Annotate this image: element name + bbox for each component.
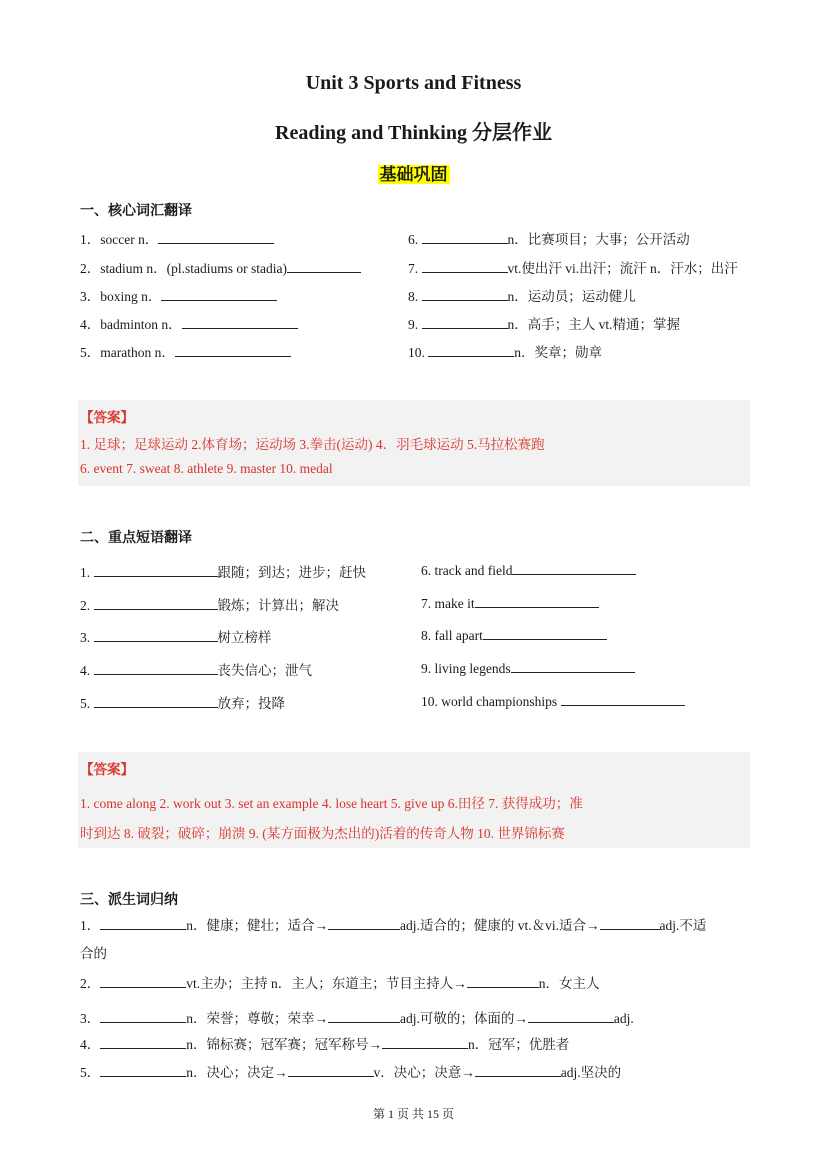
answer-blank[interactable] <box>600 917 660 930</box>
section3-heading: 三、派生词归纳 <box>80 893 178 908</box>
answer-blank[interactable] <box>100 917 186 930</box>
answer-blank[interactable] <box>511 660 635 673</box>
vocab-item-1: 1．soccer n． <box>80 228 274 248</box>
answer-blank[interactable] <box>175 344 291 357</box>
phrase-item-3: 3. 树立榜样 <box>80 630 272 645</box>
answer-label: 【答案】 <box>80 410 134 425</box>
answer-blank[interactable] <box>94 629 218 642</box>
answer-blank[interactable] <box>94 695 218 708</box>
derivation-item-3: 3． n．荣誉；尊敬；荣幸→ adj.可敬的；体面的→ adj. <box>80 1011 634 1026</box>
answer-blank[interactable] <box>100 975 186 988</box>
vocab-item-8: 8. n．运动员；运动健儿 <box>408 289 636 304</box>
answer-blank[interactable] <box>422 231 508 244</box>
phrase-item-1: 1. 跟随；到达；进步；赶快 <box>80 565 366 580</box>
answer-text-line: 1. 足球；足球运动 2.体育场；运动场 3.拳击(运动) 4．羽毛球运动 5.马拉松赛跑 <box>80 437 545 452</box>
derivation-item-5: 5． n．决心；决定→ v．决心；决意→ adj.坚决的 <box>80 1065 622 1080</box>
phrase-item-2: 2. 锻炼；计算出；解决 <box>80 598 339 613</box>
answer-blank[interactable] <box>94 597 218 610</box>
derivation-item-2: 2． vt.主办；主持 n．主人；东道主；节目主持人→ n．女主人 <box>80 976 600 991</box>
answer-text-line: 1. come along 2. work out 3. set an example 4. lose heart 5. give up 6.田径 7. 获得成功；准 <box>80 796 583 811</box>
answer-blank[interactable] <box>561 693 685 706</box>
level-label: 基础巩固 <box>379 165 448 184</box>
answer-blank[interactable] <box>328 917 400 930</box>
answer-blank[interactable] <box>328 1010 400 1023</box>
answer-blank[interactable] <box>100 1064 186 1077</box>
vocab-item-6: 6. n．比赛项目；大事；公开活动 <box>408 232 690 247</box>
answer-blank[interactable] <box>94 662 218 675</box>
answer-blank[interactable] <box>94 564 218 577</box>
phrase-item-4: 4. 丧失信心；泄气 <box>80 663 312 678</box>
page-footer: 第 1 页 共 15 页 <box>372 1107 454 1121</box>
vocab-item-4: 4．badminton n． <box>80 313 298 333</box>
level-heading <box>0 160 827 185</box>
vocab-item-5: 5．marathon n． <box>80 341 291 361</box>
title-line2: Reading and Thinking 分层作业 <box>275 122 552 144</box>
answer-box-2 <box>78 752 750 848</box>
answer-blank[interactable] <box>161 288 277 301</box>
section2-heading: 二、重点短语翻译 <box>80 531 192 546</box>
answer-blank[interactable] <box>528 1010 614 1023</box>
answer-text-line: 6. event 7. sweat 8. athlete 9. master 10. medal <box>80 461 333 476</box>
phrase-item-7: 7. make it <box>421 595 599 612</box>
answer-blank[interactable] <box>475 595 599 608</box>
phrase-item-6: 6. track and field <box>421 562 636 579</box>
answer-blank[interactable] <box>158 231 274 244</box>
vocab-item-7: 7. vt.使出汗 vi.出汗；流汗 n．汗水；出汗 <box>408 261 738 276</box>
answer-label: 【答案】 <box>80 762 134 777</box>
answer-box-1 <box>78 400 750 486</box>
derivation-item-4: 4． n．锦标赛；冠军赛；冠军称号→ n．冠军；优胜者 <box>80 1037 570 1052</box>
answer-blank[interactable] <box>382 1036 468 1049</box>
title-line1: Unit 3 Sports and Fitness <box>305 72 522 94</box>
answer-blank[interactable] <box>475 1064 561 1077</box>
phrase-item-5: 5. 放弃；投降 <box>80 696 285 711</box>
answer-blank[interactable] <box>422 288 508 301</box>
answer-blank[interactable] <box>182 316 298 329</box>
vocab-item-3: 3．boxing n． <box>80 285 277 305</box>
answer-blank[interactable] <box>512 562 636 575</box>
answer-blank[interactable] <box>483 627 607 640</box>
answer-blank[interactable] <box>100 1010 186 1023</box>
answer-text-line: 时到达 8. 破裂；破碎；崩溃 9. (某方面极为杰出的)活着的传奇人物 10. 世界锦标赛 <box>80 826 565 841</box>
answer-blank[interactable] <box>422 260 508 273</box>
phrase-item-10: 10. world championships <box>421 693 685 710</box>
answer-blank[interactable] <box>288 1064 374 1077</box>
answer-blank[interactable] <box>422 316 508 329</box>
answer-blank[interactable] <box>100 1036 186 1049</box>
phrase-item-9: 9. living legends <box>421 660 635 677</box>
derivation-item-1-cont: 合的 <box>80 946 107 961</box>
answer-blank[interactable] <box>467 975 539 988</box>
vocab-item-9: 9. n．高手；主人 vt.精通；掌握 <box>408 317 681 332</box>
derivation-item-1: 1． n．健康；健壮；适合→ adj.适合的；健康的 vt.＆vi.适合→ adj.不适 <box>80 918 707 933</box>
answer-blank[interactable] <box>287 260 361 273</box>
answer-blank[interactable] <box>428 344 514 357</box>
phrase-item-8: 8. fall apart <box>421 627 607 644</box>
vocab-item-10: 10. n．奖章；勋章 <box>408 345 602 360</box>
vocab-item-2: 2．stadium n．(pl.stadiums or stadia) <box>80 257 361 277</box>
section1-heading: 一、核心词汇翻译 <box>80 204 192 219</box>
